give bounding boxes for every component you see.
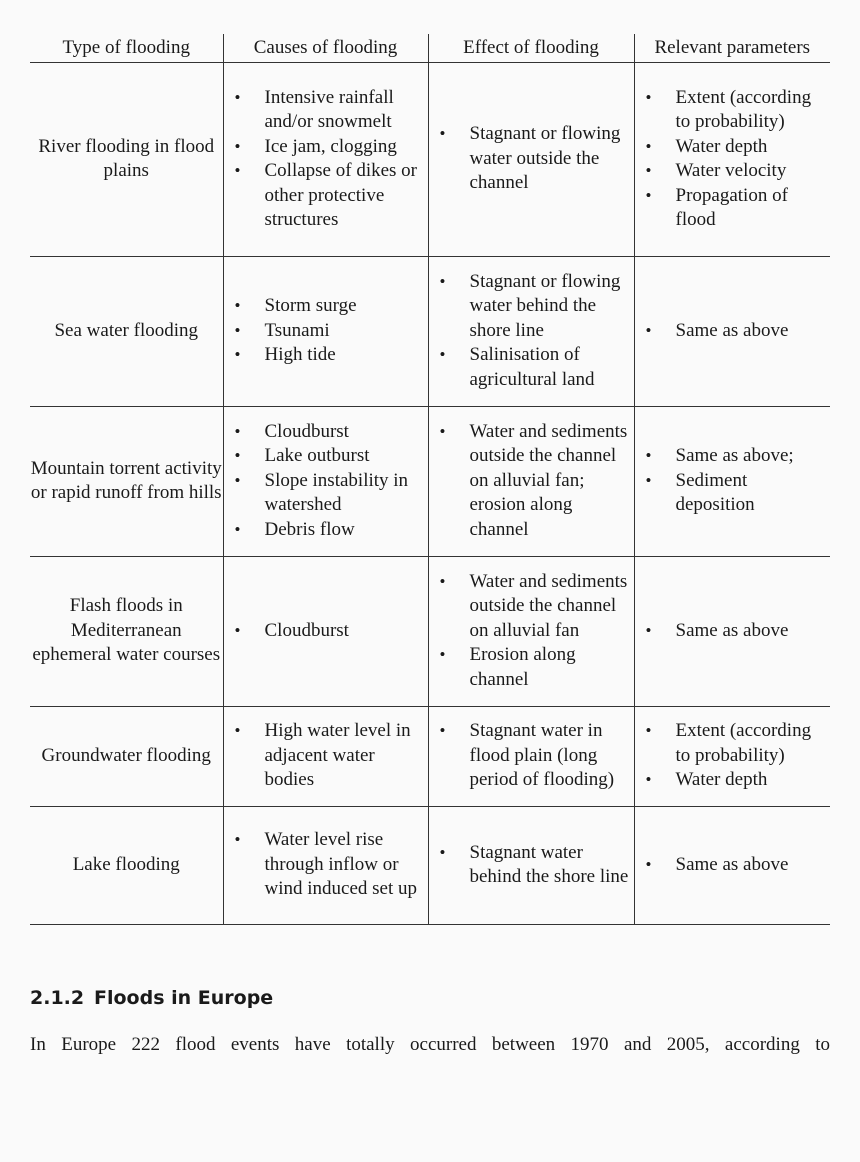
table-row — [30, 556, 830, 706]
list-item: • Water depth — [676, 768, 827, 793]
table-header-row — [30, 34, 830, 62]
parameters-cell — [634, 62, 830, 256]
parameters-cell — [634, 806, 830, 924]
flood-type-cell: Groundwater flooding — [30, 706, 223, 806]
table-row — [30, 406, 830, 556]
list-item: • Extent (according to probability) — [676, 719, 827, 768]
causes-cell — [223, 256, 428, 406]
body-paragraph: In Europe 222 flood events have totally occurred between 1970 and 2005, according to — [30, 1034, 830, 1055]
list-item: • Stagnant water behind the shore line — [470, 841, 630, 890]
list-item: • Slope instability in watershed — [265, 469, 424, 518]
table-row — [30, 706, 830, 806]
list-item: • Same as above — [676, 319, 827, 344]
effects-cell — [428, 406, 634, 556]
list-item: • Salinisation of agricultural land — [470, 343, 630, 392]
list-item: • Tsunami — [265, 319, 424, 344]
flood-type-cell: Sea water flooding — [30, 256, 223, 406]
list-item: • Same as above — [676, 853, 827, 878]
list-item: • Ice jam, clogging — [265, 135, 424, 160]
effects-cell — [428, 806, 634, 924]
causes-cell — [223, 556, 428, 706]
parameters-cell — [634, 406, 830, 556]
document-page — [30, 34, 830, 925]
section-number: 2.1.2 — [30, 987, 85, 1009]
list-item: • Same as above — [676, 619, 827, 644]
flood-type-cell: River flooding in flood plains — [30, 62, 223, 256]
causes-cell — [223, 706, 428, 806]
parameters-cell — [634, 706, 830, 806]
header-effect: Effect of flooding — [428, 34, 634, 62]
list-item: • Same as above; — [676, 444, 827, 469]
list-item: • High tide — [265, 343, 424, 368]
list-item: • Extent (according to probability) — [676, 86, 827, 135]
list-item: • Storm surge — [265, 294, 424, 319]
header-type: Type of flooding — [30, 34, 223, 62]
table-row — [30, 62, 830, 256]
list-item: • Water and sediments outside the channel on alluvial fan — [470, 570, 630, 644]
list-item: • Lake outburst — [265, 444, 424, 469]
list-item: • Stagnant or flowing water outside the channel — [470, 122, 630, 196]
effects-cell — [428, 556, 634, 706]
list-item: • Debris flow — [265, 518, 424, 543]
effects-cell — [428, 62, 634, 256]
header-causes: Causes of flooding — [223, 34, 428, 62]
list-item: • Sediment deposition — [676, 469, 827, 518]
causes-cell — [223, 806, 428, 924]
list-item: • Stagnant or flowing water behind the shore line — [470, 270, 630, 344]
list-item: • Water velocity — [676, 159, 827, 184]
causes-cell — [223, 62, 428, 256]
effects-cell — [428, 706, 634, 806]
table-row — [30, 806, 830, 924]
list-item: • Cloudburst — [265, 420, 424, 445]
flood-type-cell: Lake flooding — [30, 806, 223, 924]
list-item: • Water level rise through inflow or wind induced set up — [265, 828, 424, 902]
list-item: • Collapse of dikes or other protective structures — [265, 159, 424, 233]
list-item: • Intensive rainfall and/or snowmelt — [265, 86, 424, 135]
list-item: • Cloudburst — [265, 619, 424, 644]
causes-cell — [223, 406, 428, 556]
list-item: • Water and sediments outside the channel on alluvial fan; erosion along channel — [470, 420, 630, 543]
list-item: • Propagation of flood — [676, 184, 827, 233]
effects-cell — [428, 256, 634, 406]
parameters-cell — [634, 556, 830, 706]
section-heading — [30, 987, 273, 1009]
header-parameters: Relevant parameters — [634, 34, 830, 62]
parameters-cell — [634, 256, 830, 406]
list-item: • Stagnant water in flood plain (long period of flooding) — [470, 719, 630, 793]
table-row — [30, 256, 830, 406]
section-title: Floods in Europe — [94, 987, 274, 1009]
flood-type-cell: Flash floods in Mediterranean ephemeral water courses — [30, 556, 223, 706]
flood-types-table — [30, 34, 830, 925]
flood-type-cell: Mountain torrent activity or rapid runoff from hills — [30, 406, 223, 556]
list-item: • Erosion along channel — [470, 643, 630, 692]
list-item: • Water depth — [676, 135, 827, 160]
list-item: • High water level in adjacent water bodies — [265, 719, 424, 793]
